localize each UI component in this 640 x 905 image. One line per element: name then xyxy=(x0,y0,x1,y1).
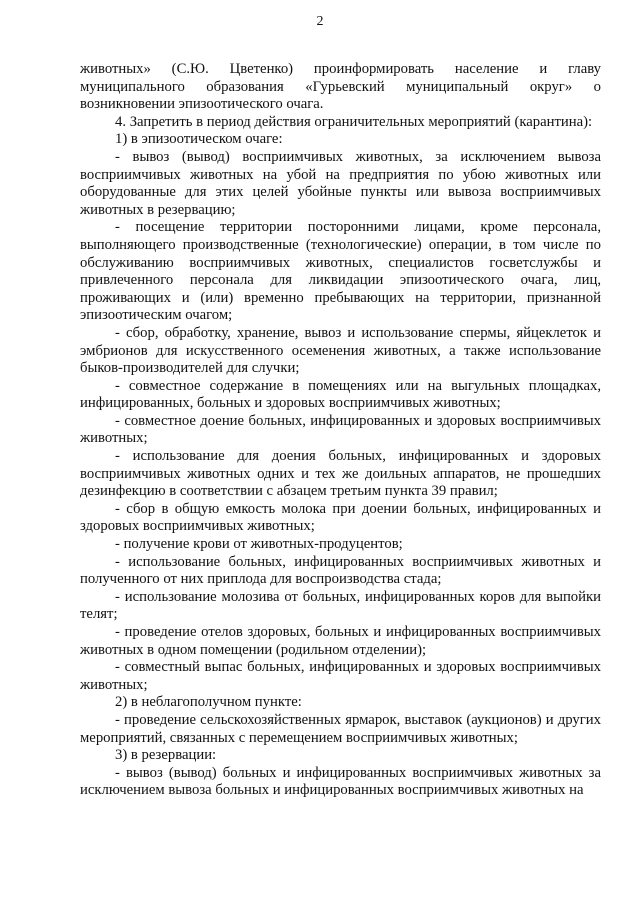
paragraph: - использование больных, инфицированных восприимчивых животных и полученного от них приплода для воспроизводства стада; xyxy=(80,553,601,588)
paragraph: - совместное доение больных, инфицированных и здоровых восприимчивых животных; xyxy=(80,412,601,447)
paragraph: - использование молозива от больных, инфицированных коров для выпойки телят; xyxy=(80,588,601,623)
paragraph: - сбор, обработку, хранение, вывоз и использование спермы, яйцеклеток и эмбрионов для искусственного осеменения животных, а также использование быков-производителей для случки; xyxy=(80,324,601,377)
paragraph: - использование для доения больных, инфицированных и здоровых восприимчивых животных одних и тех же доильных аппаратов, не прошедших дезинфекцию в соответствии с абзацем третьим пункта 39 правил; xyxy=(80,448,601,500)
document-body xyxy=(80,61,601,800)
paragraph: - сбор в общую емкость молока при доении больных, инфицированных и здоровых восприимчивых животных; xyxy=(80,500,601,535)
paragraph: - проведение отелов здоровых, больных и инфицированных восприимчивых животных в одном помещении (родильном отделении); xyxy=(80,624,601,658)
paragraph: - получение крови от животных-продуцентов; xyxy=(115,536,403,553)
paragraph: - совместное содержание в помещениях или на выгульных площадках, инфицированных, больных и здоровых восприимчивых животных; xyxy=(80,377,601,412)
paragraph: - вывоз (вывод) больных и инфицированных восприимчивых животных за исключением вывоза больных и инфицированных восприимчивых животных на xyxy=(80,764,601,799)
paragraph: - совместный выпас больных, инфицированных и здоровых восприимчивых животных; xyxy=(80,659,601,693)
paragraph: 3) в резервации: xyxy=(115,747,217,764)
paragraph: 4. Запретить в период действия ограничительных мероприятий (карантина): xyxy=(115,113,593,130)
page-number: 2 xyxy=(316,14,324,29)
paragraph: - посещение территории посторонними лицами, кроме персонала, выполняющего производственные (технологические) операции, в том числе по обслуживанию восприимчивых животных, специалистов госветслужбы и привлеченного персонала для ликвидации эпизоотического очага, лиц, проживающих и (или) временно пребывающих на территории, признанной эпизоотическим очагом; xyxy=(80,219,601,324)
paragraph: 1) в эпизоотическом очаге: xyxy=(115,131,283,148)
paragraph: - проведение сельскохозяйственных ярмарок, выставок (аукционов) и других мероприятий, связанных с перемещением восприимчивых животных; xyxy=(80,711,601,746)
paragraph: 2) в неблагополучном пункте: xyxy=(115,694,302,711)
paragraph: - вывоз (вывод) восприимчивых животных, за исключением вывоза восприимчивых животных на убой на предприятия по убою животных или оборудованные для этих целей убойные пункты или вывоза восприимчивых животных в резервацию; xyxy=(80,148,601,218)
paragraph: животных» (С.Ю. Цветенко) проинформировать население и главу муниципального образования «Гурьевский муниципальный округ» о возникновении эпизоотического очага. xyxy=(80,61,601,113)
